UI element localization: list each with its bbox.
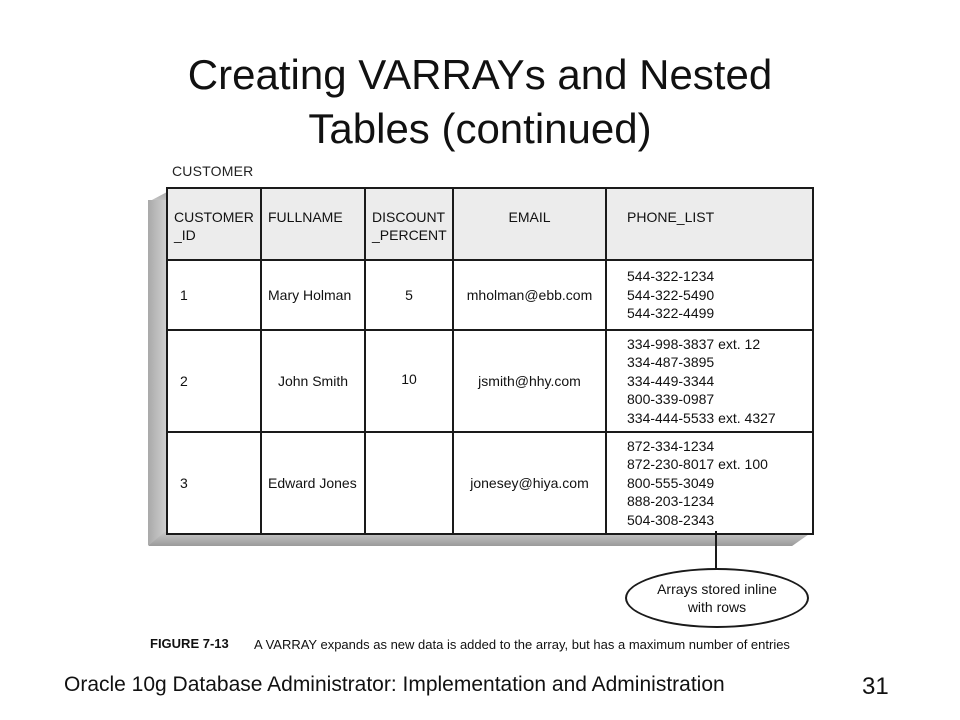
table-shadow-left	[148, 200, 166, 545]
cell-customer-id: 2	[167, 330, 261, 432]
callout-line-1: Arrays stored inline	[657, 581, 777, 597]
table-name-label: CUSTOMER	[172, 163, 254, 179]
column-header-fullname	[261, 188, 365, 260]
customer-table	[166, 187, 814, 535]
table-header-row	[167, 188, 813, 260]
phone-entry: 334-487-3895	[627, 354, 715, 371]
cell-customer-id: 1	[167, 260, 261, 330]
callout-connector-line	[715, 531, 717, 571]
phone-entry: 334-444-5533 ext. 4327	[627, 409, 776, 426]
column-header-email-text: EMAIL	[508, 209, 551, 225]
phone-entry: 504-308-2343	[627, 511, 715, 528]
cell-email: jsmith@hhy.com	[453, 330, 606, 432]
figure-label: FIGURE 7-13	[150, 636, 229, 651]
column-header-fullname-text: FULLNAME	[268, 209, 343, 225]
column-header-phone-list-text: PHONE_LIST	[627, 209, 715, 225]
slide-title-line-2: Tables (continued)	[308, 105, 652, 152]
callout-ellipse	[625, 568, 809, 628]
phone-entry: 544-322-1234	[627, 268, 715, 285]
phone-entry: 888-203-1234	[627, 493, 715, 510]
phone-entry: 800-339-0987	[627, 391, 715, 408]
column-header-customer-id	[167, 188, 261, 260]
phone-entry: 334-449-3344	[627, 372, 715, 389]
phone-entry: 334-998-3837 ext. 12	[627, 335, 761, 352]
cell-phone-list	[606, 330, 813, 432]
table-row	[167, 432, 813, 534]
cell-customer-id: 3	[167, 432, 261, 534]
cell-fullname: John Smith	[261, 330, 365, 432]
column-header-discount-line-1: DISCOUNT	[372, 209, 446, 225]
column-header-customer-id-line-1: CUSTOMER	[174, 209, 254, 225]
cell-phone-list	[606, 432, 813, 534]
column-header-customer-id-line-2: _ID	[174, 227, 196, 243]
cell-discount: 5	[365, 260, 453, 330]
phone-entry: 872-230-8017 ext. 100	[627, 456, 768, 473]
slide-title-line-1: Creating VARRAYs and Nested	[187, 51, 773, 98]
phone-entry: 544-322-4499	[627, 305, 715, 322]
cell-fullname: Edward Jones	[261, 432, 365, 534]
cell-fullname: Mary Holman	[261, 260, 365, 330]
figure-caption: A VARRAY expands as new data is added to the array, but has a maximum number of entries	[254, 637, 790, 652]
slide-footer: Oracle 10g Database Administrator: Implementation and Administration	[64, 673, 725, 696]
column-header-discount-percent	[365, 188, 453, 260]
page-number: 31	[862, 673, 889, 700]
cell-email: jonesey@hiya.com	[453, 432, 606, 534]
table-row	[167, 330, 813, 432]
cell-discount: 10	[365, 330, 453, 432]
phone-entry: 800-555-3049	[627, 474, 715, 491]
column-header-discount-line-2: _PERCENT	[372, 227, 447, 243]
cell-phone-list	[606, 260, 813, 330]
column-header-email	[453, 188, 606, 260]
cell-email: mholman@ebb.com	[453, 260, 606, 330]
callout-line-2: with rows	[687, 599, 747, 615]
phone-entry: 544-322-5490	[627, 286, 715, 303]
cell-discount	[365, 432, 453, 534]
slide-title	[60, 48, 900, 156]
table-row	[167, 260, 813, 330]
phone-entry: 872-334-1234	[627, 437, 715, 454]
column-header-phone-list	[606, 188, 813, 260]
